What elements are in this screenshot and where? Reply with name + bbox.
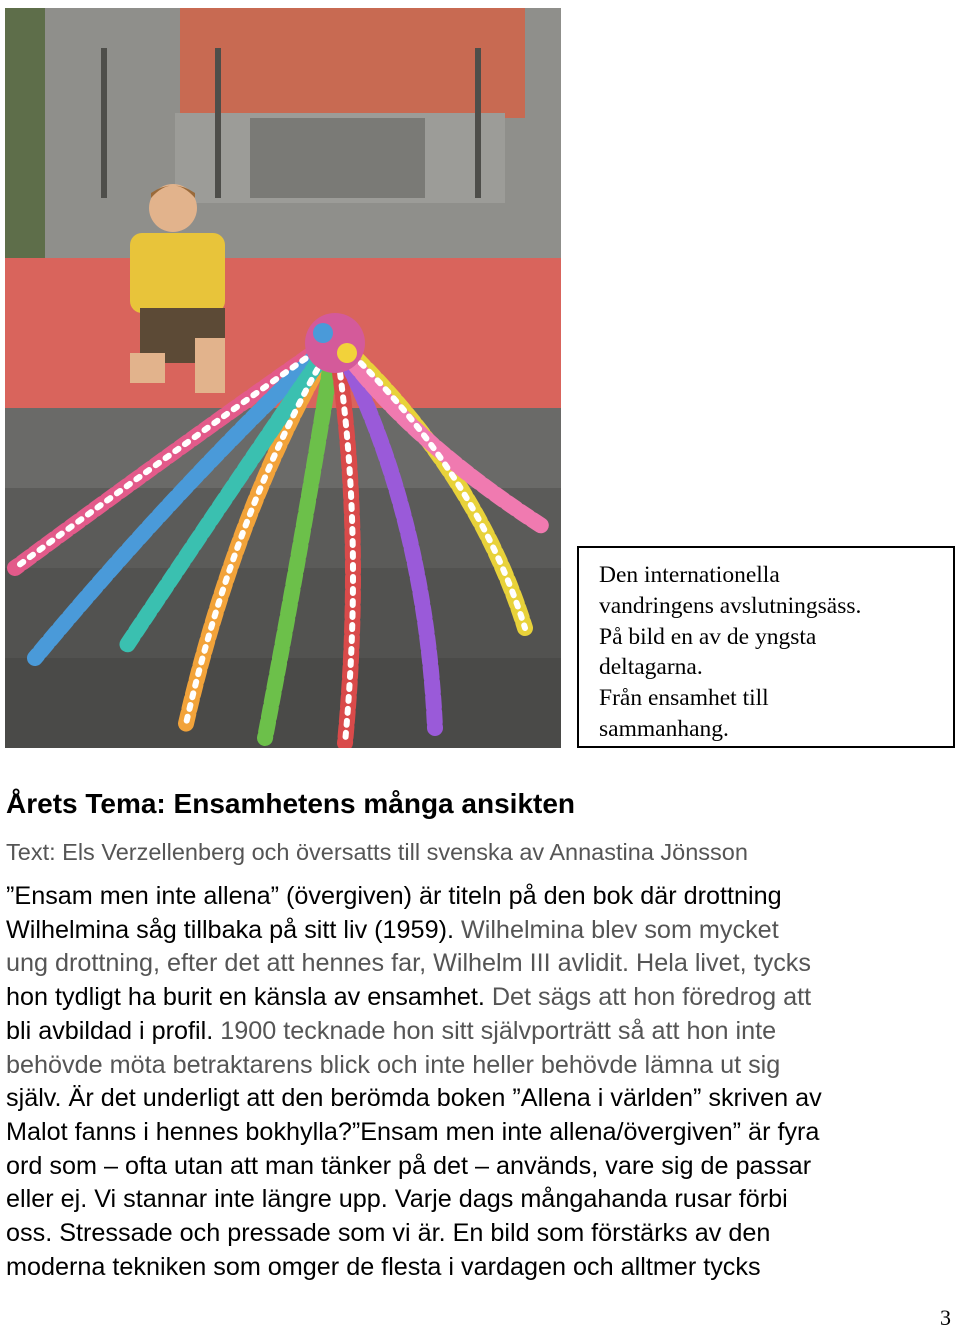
article-title: Årets Tema: Ensamhetens många ansikten	[6, 788, 576, 819]
article-byline: Text: Els Verzellenberg och översatts till svenska av Annastina Jönsson	[6, 839, 748, 865]
body-line: behövde möta betraktarens blick och inte heller behövde lämna ut sig	[6, 1050, 781, 1079]
body-line: eller ej. Vi stannar inte längre upp. Varje dags mångahanda rusar förbi	[6, 1185, 788, 1214]
body-line: själv. Är det underligt att den berömda boken ”Allena i världen” skriven av	[6, 1084, 822, 1113]
body-line: Wilhelmina såg tillbaka på sitt liv (1959). Wilhelmina blev som mycket	[6, 915, 779, 944]
body-line: oss. Stressade och pressade som vi är. En bild som förstärks av den	[6, 1219, 771, 1248]
caption-line: På bild en av de yngsta	[599, 623, 817, 650]
caption-line: sammanhang.	[599, 715, 729, 742]
caption-line: Den internationella	[599, 562, 780, 588]
body-line: bli avbildad i profil. 1900 tecknade hon sitt självporträtt så att hon inte	[6, 1016, 777, 1045]
body-fragment: Hela livet, tycks	[629, 949, 811, 978]
body-line: ung drottning, efter det att hennes far, Wilhelm III avlidit. Hela livet, tycks	[6, 949, 811, 978]
caption-line: deltagarna.	[599, 654, 703, 681]
body-line: ”Ensam men inte allena” (övergiven) är titeln på den bok där drottning	[6, 882, 782, 910]
body-line: hon tydligt ha burit en känsla av ensamhet. Det sägs att hon föredrog att	[6, 983, 812, 1012]
body-line: moderna tekniken som omger de flesta i vardagen och alltmer tycks	[6, 1252, 761, 1281]
article-body	[6, 880, 960, 1284]
body-line: ord som – ofta utan att man tänker på det – används, vare sig de passar	[6, 1151, 812, 1180]
body-line: Malot fanns i hennes bokhylla?”Ensam men inte allena/övergiven” är fyra	[6, 1117, 820, 1146]
caption-line: vandringens avslutningsäss.	[599, 592, 862, 619]
caption-line: Från ensamhet till	[599, 685, 769, 712]
photo-children-braids-icon	[5, 8, 561, 748]
photo-caption-box	[577, 546, 955, 748]
page-number: 3	[940, 1305, 951, 1330]
